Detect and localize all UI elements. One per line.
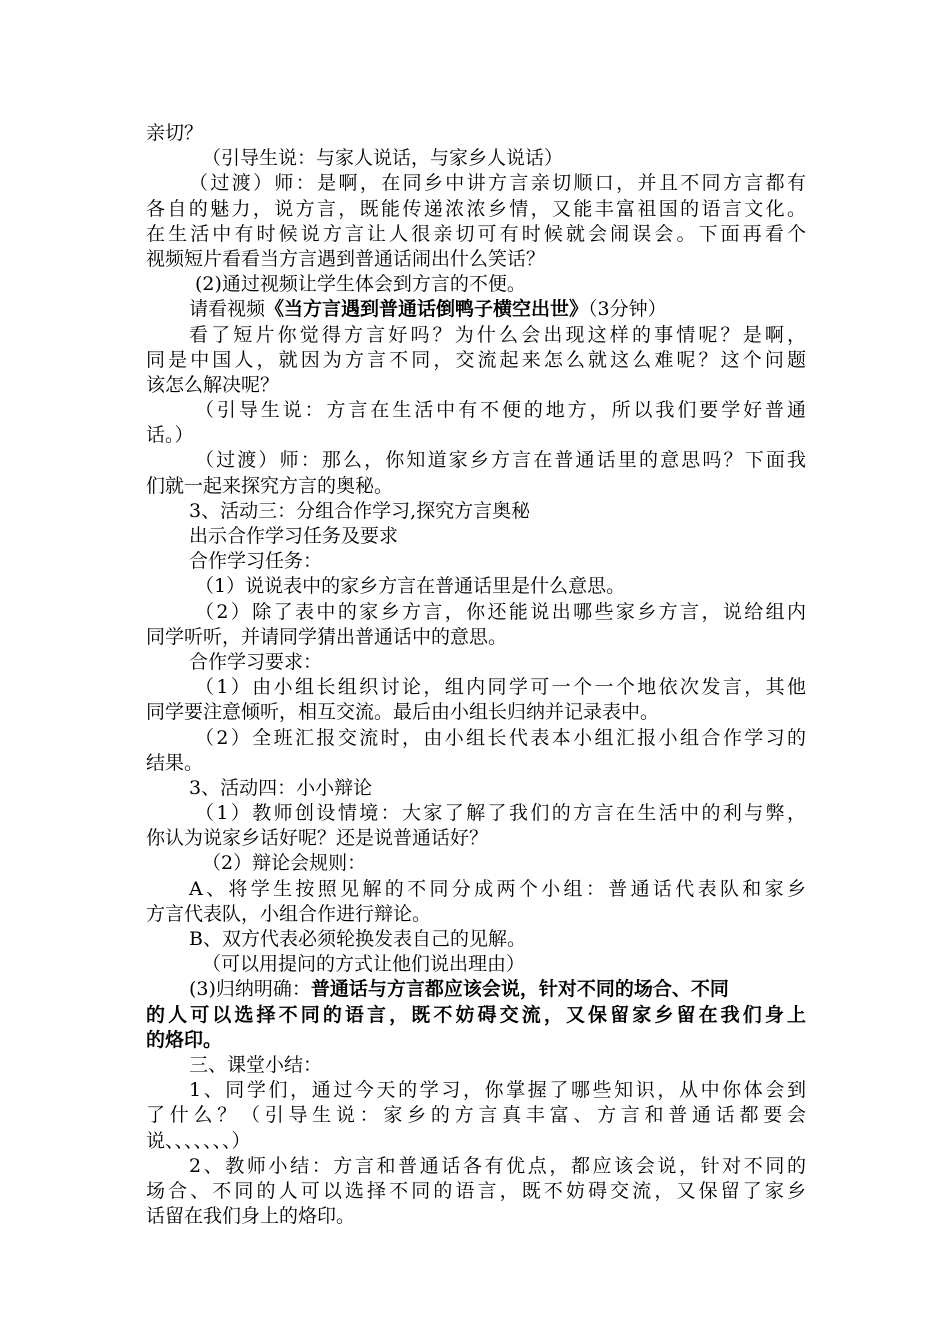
text-line: 3、活动三：分组合作学习,探究方言奥秘	[189, 499, 531, 522]
text-line: 话留在我们身上的烙印。	[146, 1205, 356, 1228]
text-line: 同是中国人，就因为方言不同，交流起来怎么就这么难呢？这个问题	[146, 348, 806, 371]
text-line: （1）说说表中的家乡方言在普通话里是什么意思。	[195, 575, 626, 598]
text-line: 2、教师小结：方言和普通话各有优点，都应该会说，针对不同的	[189, 1154, 806, 1177]
text-line	[146, 297, 806, 322]
text-line: （2）全班汇报交流时，由小组长代表本小组汇报小组合作学习的	[195, 726, 806, 749]
text-line: （过渡）师：那么，你知道家乡方言在普通话里的意思吗？下面我	[195, 449, 806, 472]
text-span: 请看视频	[189, 298, 266, 321]
text-span: (3)归纳明确：	[189, 978, 311, 1001]
bold-conclusion-line: 的烙印。	[146, 1028, 223, 1051]
document-page	[146, 121, 806, 1229]
text-line: (2)通过视频让学生体会到方言的不便。	[195, 273, 526, 296]
text-line: 看了短片你觉得方言好吗？为什么会出现这样的事情呢？是啊，	[189, 323, 806, 346]
section-heading: 三、课堂小结：	[189, 1053, 323, 1076]
text-line: （2）辩论会规则：	[202, 852, 367, 875]
text-line: 出示合作学习任务及要求	[189, 525, 399, 547]
text-line: （1）由小组长组织讨论，组内同学可一个一个地依次发言，其他	[195, 676, 806, 699]
text-line: 该怎么解决呢？	[146, 373, 280, 396]
bold-conclusion: 普通话与方言都应该会说，针对不同的场合、不同	[310, 978, 729, 1001]
text-line: （2）除了表中的家乡方言，你还能说出哪些家乡方言，说给组内	[195, 600, 806, 623]
text-line: 在生活中有时候说方言让人很亲切可有时候就会闹误会。下面再看个	[146, 222, 806, 245]
text-line: （1）教师创设情境：大家了解了我们的方言在生活中的利与弊，	[195, 802, 806, 825]
text-line: 方言代表队，小组合作进行辩论。	[146, 902, 432, 925]
text-span: （3分钟）	[588, 298, 667, 321]
text-line: 结果。	[146, 751, 204, 774]
text-line: 合作学习任务：	[189, 550, 323, 573]
text-line	[146, 977, 806, 1002]
text-line: 你认为说家乡话好呢？还是说普通话好？	[146, 827, 489, 850]
text-line: 合作学习要求：	[189, 650, 323, 673]
text-line: B、双方代表必须轮换发表自己的见解。	[189, 928, 526, 950]
text-line: 各自的魅力，说方言，既能传递浓浓乡情，又能丰富祖国的语言文化。	[146, 197, 806, 220]
text-line: 视频短片看看当方言遇到普通话闹出什么笑话？	[146, 247, 546, 270]
text-line: 们就一起来探究方言的奥秘。	[146, 474, 394, 497]
text-line: 了什么？（引导生说：家乡的方言真丰富、方言和普通话都要会	[146, 1104, 806, 1127]
text-line: 3、活动四：小小辩论	[189, 776, 373, 799]
text-line: （过渡）师：是啊，在同乡中讲方言亲切顺口，并且不同方言都有	[189, 172, 806, 195]
text-line: 说、、、、、、、）	[146, 1129, 251, 1152]
text-line: （可以用提问的方式让他们说出理由）	[202, 953, 526, 976]
video-title: 《当方言遇到普通话倒鸭子横空出世》	[265, 298, 589, 321]
bold-conclusion-line: 的人可以选择不同的语言，既不妨碍交流，又保留家乡留在我们身上	[146, 1003, 806, 1026]
text-line: （引导生说：方言在生活中有不便的地方，所以我们要学好普通	[195, 399, 806, 422]
text-line: 话。）	[146, 424, 194, 447]
text-line: A、将学生按照见解的不同分成两个小组：普通话代表队和家乡	[189, 877, 806, 900]
text-line: （引导生说：与家人说话，与家乡人说话）	[202, 147, 564, 170]
text-line: 场合、不同的人可以选择不同的语言，既不妨碍交流，又保留了家乡	[146, 1179, 806, 1202]
text-line: 亲切？	[146, 122, 204, 144]
text-line: 1、同学们，通过今天的学习，你掌握了哪些知识，从中你体会到	[189, 1079, 806, 1102]
text-line: 同学听听，并请同学猜出普通话中的意思。	[146, 625, 508, 648]
text-line: 同学要注意倾听，相互交流。最后由小组长归纳并记录表中。	[146, 701, 660, 724]
